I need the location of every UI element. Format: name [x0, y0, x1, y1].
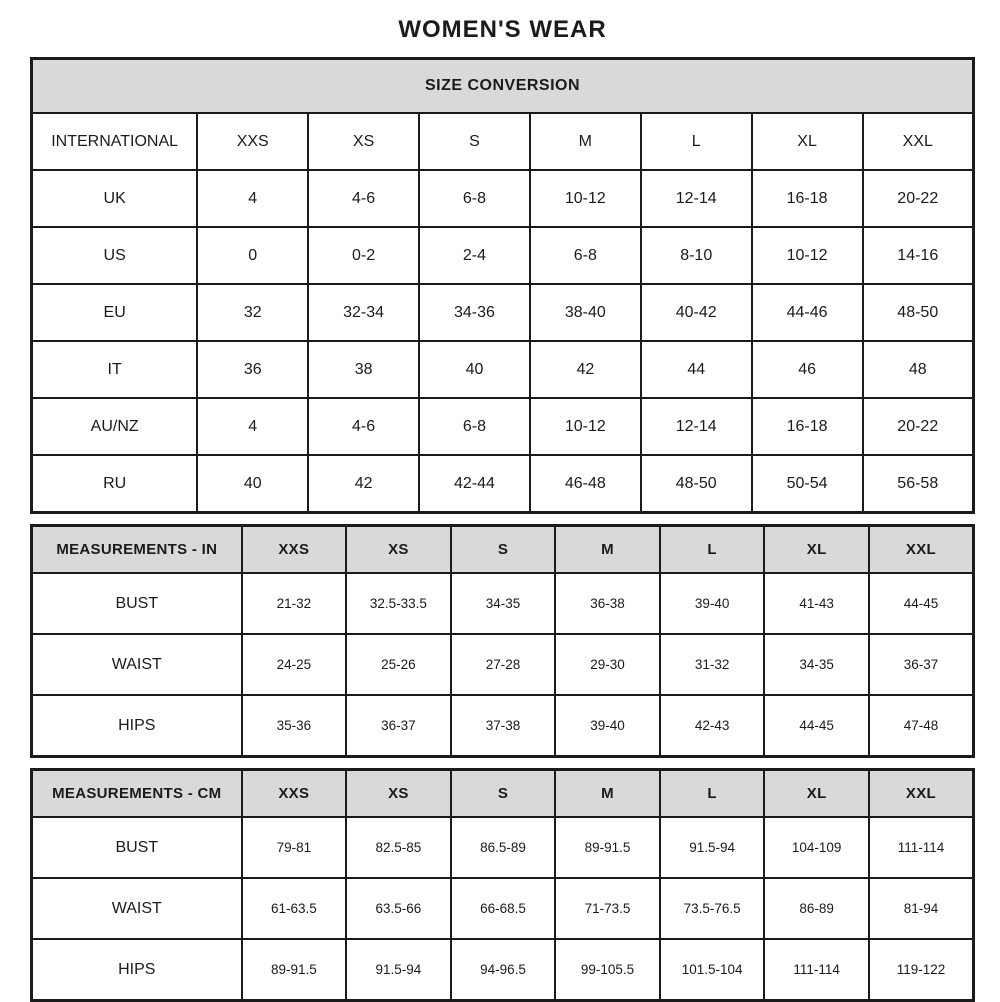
table-cell: 16-18: [752, 170, 863, 227]
table-cell: 31-32: [660, 634, 765, 695]
table-cell: 61-63.5: [242, 878, 347, 939]
column-header: XS: [346, 526, 451, 574]
table-cell: 111-114: [869, 817, 974, 878]
table-cell: 36: [197, 341, 308, 398]
table-row: [32, 878, 974, 939]
table-cell: 81-94: [869, 878, 974, 939]
column-header: XXS: [242, 526, 347, 574]
table-cell: 82.5-85: [346, 817, 451, 878]
table-cell: 39-40: [660, 573, 765, 634]
table-cell: 111-114: [764, 939, 869, 1001]
page-title: WOMEN'S WEAR: [398, 16, 607, 43]
table-cell: 29-30: [555, 634, 660, 695]
table-cell: 8-10: [641, 227, 752, 284]
table-cell: 63.5-66: [346, 878, 451, 939]
table-cell: 0: [197, 227, 308, 284]
table-cell: 36-37: [346, 695, 451, 757]
column-header: XS: [308, 113, 419, 170]
table-cell: 66-68.5: [451, 878, 556, 939]
table-row: [32, 695, 974, 757]
column-header: XXL: [869, 526, 974, 574]
table-cell: 6-8: [530, 227, 641, 284]
row-label: WAIST: [32, 634, 242, 695]
table-cell: 36-37: [869, 634, 974, 695]
table-cell: 119-122: [869, 939, 974, 1001]
table-cell: 42-44: [419, 455, 530, 513]
measurements-in-table: [30, 524, 975, 758]
table-cell: 20-22: [863, 170, 974, 227]
row-label: HIPS: [32, 939, 242, 1001]
column-header: XXL: [869, 770, 974, 818]
table-row: [32, 341, 974, 398]
table-cell: 104-109: [764, 817, 869, 878]
table-cell: 91.5-94: [346, 939, 451, 1001]
table-row: [32, 227, 974, 284]
table-cell: 4: [197, 170, 308, 227]
column-header: L: [660, 770, 765, 818]
table-cell: 42-43: [660, 695, 765, 757]
table-cell: 56-58: [863, 455, 974, 513]
table-cell: 73.5-76.5: [660, 878, 765, 939]
table-cell: 48-50: [863, 284, 974, 341]
column-header: XL: [764, 770, 869, 818]
table-cell: 24-25: [242, 634, 347, 695]
table-cell: 40: [419, 341, 530, 398]
table-cell: 32-34: [308, 284, 419, 341]
table-row: [32, 59, 974, 114]
column-header: M: [530, 113, 641, 170]
table-row: [32, 573, 974, 634]
table-cell: 10-12: [752, 227, 863, 284]
table-cell: 101.5-104: [660, 939, 765, 1001]
table-cell: 21-32: [242, 573, 347, 634]
column-header: XL: [752, 113, 863, 170]
table-cell: 48: [863, 341, 974, 398]
table-row: [32, 634, 974, 695]
size-conversion-table: [30, 57, 975, 514]
table-cell: 89-91.5: [555, 817, 660, 878]
table-cell: 44-45: [869, 573, 974, 634]
table-row: [32, 817, 974, 878]
table-title: MEASUREMENTS - IN: [32, 526, 242, 574]
table-cell: 40: [197, 455, 308, 513]
table-cell: 10-12: [530, 398, 641, 455]
table-cell: 47-48: [869, 695, 974, 757]
column-header: L: [641, 113, 752, 170]
table-row: [32, 113, 974, 170]
table-cell: 12-14: [641, 398, 752, 455]
table-row: [32, 770, 974, 818]
row-label: US: [32, 227, 198, 284]
table-cell: 10-12: [530, 170, 641, 227]
table-cell: 44-45: [764, 695, 869, 757]
column-header: XXS: [197, 113, 308, 170]
table-row: [32, 284, 974, 341]
table-cell: 4: [197, 398, 308, 455]
table-cell: 6-8: [419, 170, 530, 227]
table-cell: 34-35: [764, 634, 869, 695]
row-label: WAIST: [32, 878, 242, 939]
table-cell: 36-38: [555, 573, 660, 634]
table-cell: 38: [308, 341, 419, 398]
table-cell: 91.5-94: [660, 817, 765, 878]
row-label: RU: [32, 455, 198, 513]
row-label: BUST: [32, 573, 242, 634]
table-cell: 0-2: [308, 227, 419, 284]
table-cell: 89-91.5: [242, 939, 347, 1001]
table-cell: 38-40: [530, 284, 641, 341]
table-title: SIZE CONVERSION: [32, 59, 974, 114]
column-header: XXL: [863, 113, 974, 170]
table-cell: 44: [641, 341, 752, 398]
table-cell: 42: [530, 341, 641, 398]
table-cell: 32: [197, 284, 308, 341]
column-header: XXS: [242, 770, 347, 818]
column-header: S: [451, 770, 556, 818]
table-cell: 46-48: [530, 455, 641, 513]
column-header: L: [660, 526, 765, 574]
measurements-cm-table: [30, 768, 975, 1002]
row-label: UK: [32, 170, 198, 227]
table-cell: 44-46: [752, 284, 863, 341]
column-header: M: [555, 770, 660, 818]
table-cell: 27-28: [451, 634, 556, 695]
table-cell: 71-73.5: [555, 878, 660, 939]
table-cell: 4-6: [308, 398, 419, 455]
column-header: S: [419, 113, 530, 170]
row-label: BUST: [32, 817, 242, 878]
table-cell: 32.5-33.5: [346, 573, 451, 634]
row-label: IT: [32, 341, 198, 398]
table-cell: 94-96.5: [451, 939, 556, 1001]
row-label: EU: [32, 284, 198, 341]
column-header: M: [555, 526, 660, 574]
table-cell: 46: [752, 341, 863, 398]
table-row: [32, 939, 974, 1001]
table-cell: 99-105.5: [555, 939, 660, 1001]
table-cell: 42: [308, 455, 419, 513]
table-cell: 25-26: [346, 634, 451, 695]
table-cell: 16-18: [752, 398, 863, 455]
row-label: AU/NZ: [32, 398, 198, 455]
table-cell: 39-40: [555, 695, 660, 757]
table-cell: 86.5-89: [451, 817, 556, 878]
table-cell: 79-81: [242, 817, 347, 878]
row-label: HIPS: [32, 695, 242, 757]
table-title: MEASUREMENTS - CM: [32, 770, 242, 818]
table-cell: 2-4: [419, 227, 530, 284]
table-cell: 35-36: [242, 695, 347, 757]
table-cell: 86-89: [764, 878, 869, 939]
table-cell: 40-42: [641, 284, 752, 341]
table-cell: 4-6: [308, 170, 419, 227]
size-chart-page: [30, 0, 975, 1002]
table-cell: 20-22: [863, 398, 974, 455]
column-header: S: [451, 526, 556, 574]
table-cell: 41-43: [764, 573, 869, 634]
table-cell: 50-54: [752, 455, 863, 513]
table-row: [32, 170, 974, 227]
table-cell: 14-16: [863, 227, 974, 284]
table-row: [32, 455, 974, 513]
table-row: [32, 526, 974, 574]
table-cell: 37-38: [451, 695, 556, 757]
table-row: [32, 398, 974, 455]
column-header: XL: [764, 526, 869, 574]
column-header: XS: [346, 770, 451, 818]
table-cell: 6-8: [419, 398, 530, 455]
table-cell: 34-35: [451, 573, 556, 634]
table-cell: 48-50: [641, 455, 752, 513]
table-cell: 12-14: [641, 170, 752, 227]
table-cell: 34-36: [419, 284, 530, 341]
row-label: INTERNATIONAL: [32, 113, 198, 170]
